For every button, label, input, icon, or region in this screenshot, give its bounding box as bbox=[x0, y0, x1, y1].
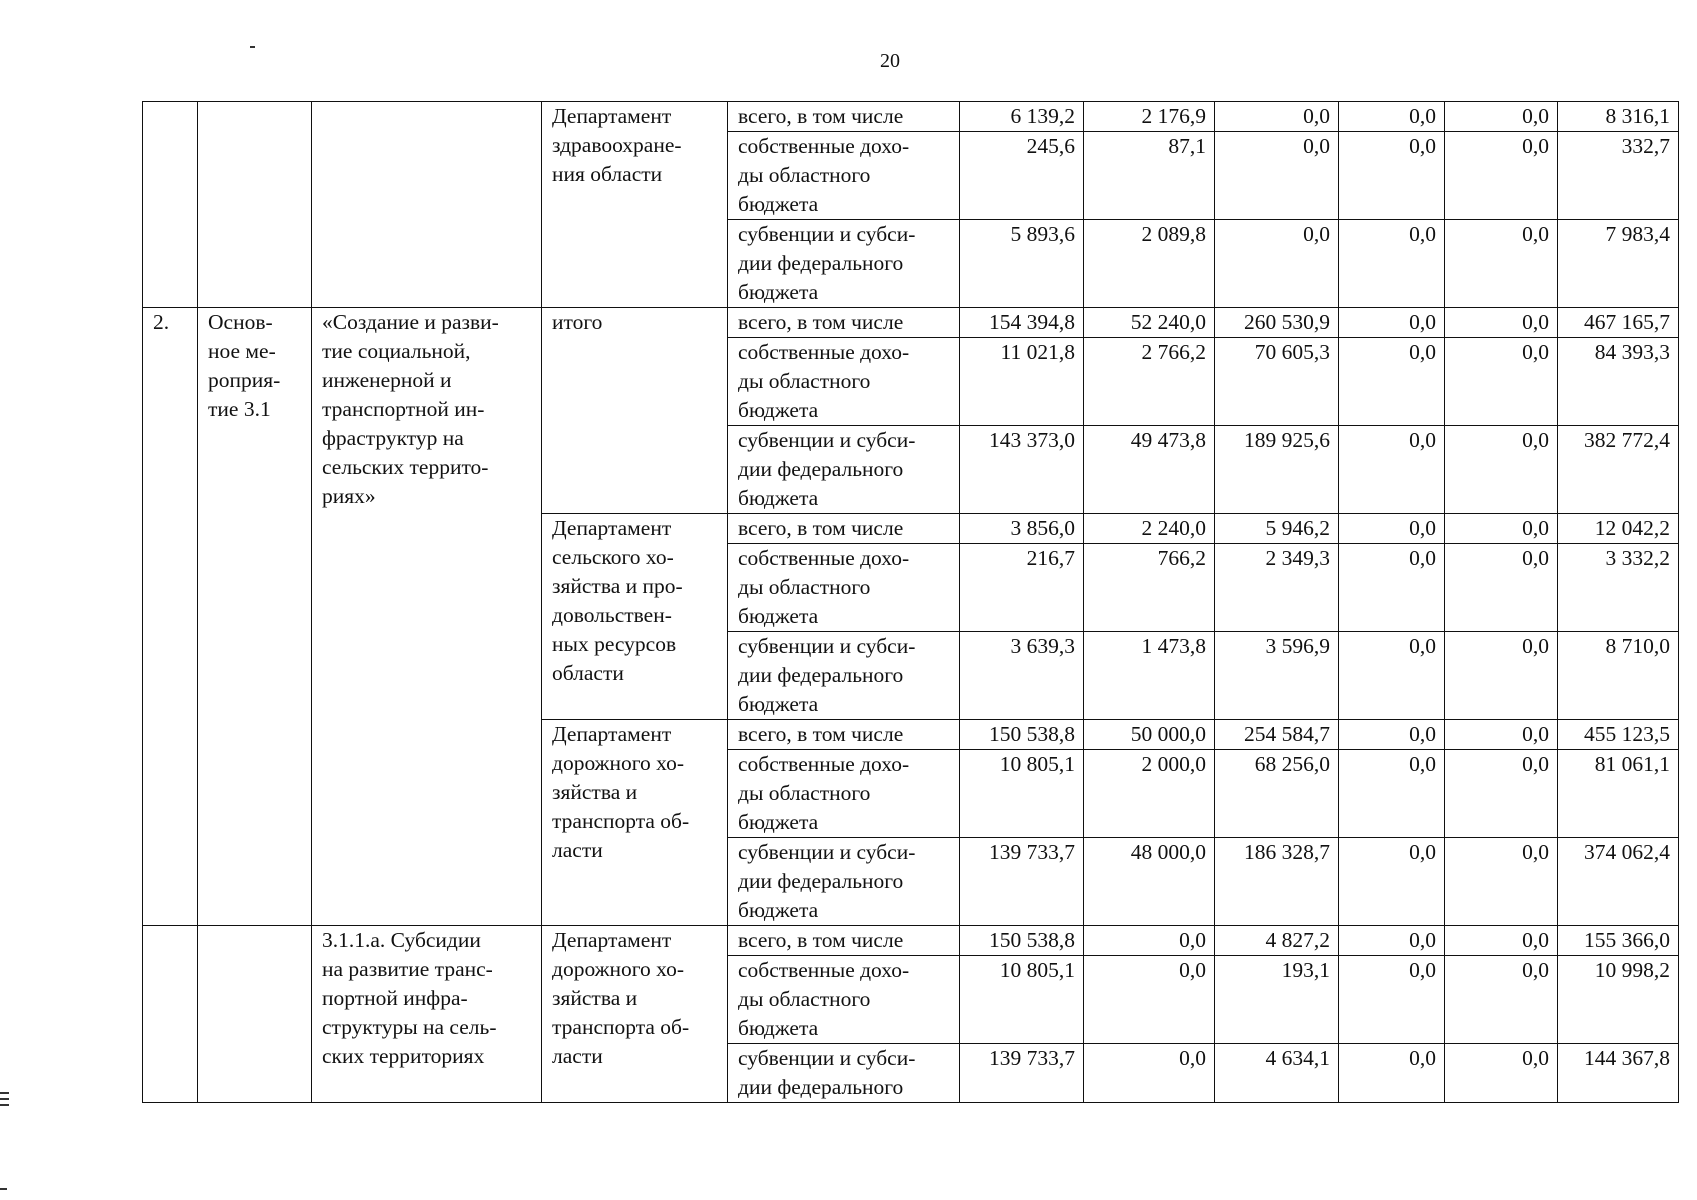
value-cell: 1 473,8 bbox=[1084, 632, 1215, 720]
scan-mark bbox=[250, 46, 255, 48]
funding-source-cell: субвенции и субси- дии федерального бюджета bbox=[728, 426, 960, 514]
value-cell: 193,1 bbox=[1215, 956, 1339, 1044]
funding-source-cell: собственные дохо- ды областного бюджета bbox=[728, 544, 960, 632]
value-cell: 0,0 bbox=[1445, 426, 1558, 514]
value-cell: 0,0 bbox=[1339, 956, 1445, 1044]
financing-table bbox=[142, 101, 1679, 1103]
value-cell: 0,0 bbox=[1445, 956, 1558, 1044]
value-cell: 0,0 bbox=[1339, 750, 1445, 838]
page-number: 20 bbox=[880, 50, 900, 72]
section-type-cell bbox=[198, 102, 312, 308]
value-cell: 0,0 bbox=[1339, 514, 1445, 544]
table-body bbox=[143, 102, 1679, 1103]
section-type-cell bbox=[198, 926, 312, 1103]
value-cell: 0,0 bbox=[1445, 720, 1558, 750]
executor-cell: Департамент дорожного хо- зяйства и транспорта об- ласти bbox=[542, 720, 728, 926]
value-cell: 0,0 bbox=[1445, 102, 1558, 132]
value-cell: 49 473,8 bbox=[1084, 426, 1215, 514]
value-cell: 5 946,2 bbox=[1215, 514, 1339, 544]
value-cell: 0,0 bbox=[1445, 838, 1558, 926]
value-cell: 0,0 bbox=[1215, 220, 1339, 308]
value-cell: 0,0 bbox=[1339, 220, 1445, 308]
value-cell: 189 925,6 bbox=[1215, 426, 1339, 514]
executor-cell: итого bbox=[542, 308, 728, 514]
value-cell: 10 998,2 bbox=[1558, 956, 1679, 1044]
value-cell: 0,0 bbox=[1445, 632, 1558, 720]
section-type-cell: Основ- ное ме- роприя- тие 3.1 bbox=[198, 308, 312, 926]
value-cell: 139 733,7 bbox=[960, 1044, 1084, 1103]
value-cell: 2 766,2 bbox=[1084, 338, 1215, 426]
value-cell: 150 538,8 bbox=[960, 926, 1084, 956]
value-cell: 332,7 bbox=[1558, 132, 1679, 220]
value-cell: 0,0 bbox=[1445, 514, 1558, 544]
value-cell: 245,6 bbox=[960, 132, 1084, 220]
scan-mark bbox=[0, 1104, 9, 1106]
value-cell: 3 639,3 bbox=[960, 632, 1084, 720]
scan-mark bbox=[0, 1098, 9, 1100]
scan-mark bbox=[0, 1092, 9, 1094]
funding-source-cell: всего, в том числе bbox=[728, 720, 960, 750]
financing-table-wrapper bbox=[142, 101, 1678, 1103]
value-cell: 2 240,0 bbox=[1084, 514, 1215, 544]
value-cell: 0,0 bbox=[1339, 102, 1445, 132]
value-cell: 382 772,4 bbox=[1558, 426, 1679, 514]
value-cell: 84 393,3 bbox=[1558, 338, 1679, 426]
value-cell: 4 827,2 bbox=[1215, 926, 1339, 956]
value-cell: 3 856,0 bbox=[960, 514, 1084, 544]
value-cell: 0,0 bbox=[1445, 308, 1558, 338]
funding-source-cell: всего, в том числе bbox=[728, 308, 960, 338]
value-cell: 87,1 bbox=[1084, 132, 1215, 220]
section-name-cell: 3.1.1.а. Субсидии на развитие транс- портной инфра- структуры на сель- ских территориях bbox=[312, 926, 542, 1103]
value-cell: 0,0 bbox=[1339, 720, 1445, 750]
value-cell: 374 062,4 bbox=[1558, 838, 1679, 926]
value-cell: 52 240,0 bbox=[1084, 308, 1215, 338]
value-cell: 0,0 bbox=[1339, 426, 1445, 514]
value-cell: 143 373,0 bbox=[960, 426, 1084, 514]
value-cell: 0,0 bbox=[1445, 338, 1558, 426]
value-cell: 155 366,0 bbox=[1558, 926, 1679, 956]
executor-cell: Департамент сельского хо- зяйства и про- довольствен- ных ресурсов области bbox=[542, 514, 728, 720]
value-cell: 7 983,4 bbox=[1558, 220, 1679, 308]
value-cell: 0,0 bbox=[1445, 544, 1558, 632]
value-cell: 48 000,0 bbox=[1084, 838, 1215, 926]
scan-mark bbox=[0, 1188, 7, 1190]
funding-source-cell: всего, в том числе bbox=[728, 514, 960, 544]
value-cell: 12 042,2 bbox=[1558, 514, 1679, 544]
value-cell: 0,0 bbox=[1445, 132, 1558, 220]
value-cell: 0,0 bbox=[1339, 926, 1445, 956]
funding-source-cell: собственные дохо- ды областного бюджета bbox=[728, 132, 960, 220]
value-cell: 0,0 bbox=[1445, 750, 1558, 838]
value-cell: 6 139,2 bbox=[960, 102, 1084, 132]
section-no-cell: 2. bbox=[143, 308, 198, 926]
value-cell: 260 530,9 bbox=[1215, 308, 1339, 338]
value-cell: 154 394,8 bbox=[960, 308, 1084, 338]
value-cell: 766,2 bbox=[1084, 544, 1215, 632]
value-cell: 150 538,8 bbox=[960, 720, 1084, 750]
funding-source-cell: субвенции и субси- дии федерального бюджета bbox=[728, 220, 960, 308]
value-cell: 0,0 bbox=[1215, 102, 1339, 132]
value-cell: 0,0 bbox=[1339, 338, 1445, 426]
value-cell: 0,0 bbox=[1339, 632, 1445, 720]
value-cell: 0,0 bbox=[1339, 838, 1445, 926]
value-cell: 3 596,9 bbox=[1215, 632, 1339, 720]
section-no-cell bbox=[143, 102, 198, 308]
value-cell: 144 367,8 bbox=[1558, 1044, 1679, 1103]
funding-source-cell: собственные дохо- ды областного бюджета bbox=[728, 956, 960, 1044]
table-row bbox=[143, 926, 1679, 956]
value-cell: 3 332,2 bbox=[1558, 544, 1679, 632]
value-cell: 50 000,0 bbox=[1084, 720, 1215, 750]
funding-source-cell: собственные дохо- ды областного бюджета bbox=[728, 750, 960, 838]
executor-cell: Департамент здравоохране- ния области bbox=[542, 102, 728, 308]
section-name-cell: «Создание и разви- тие социальной, инженерной и транспортной ин- фраструктур на сельских террито- риях» bbox=[312, 308, 542, 926]
value-cell: 2 349,3 bbox=[1215, 544, 1339, 632]
value-cell: 68 256,0 bbox=[1215, 750, 1339, 838]
value-cell: 216,7 bbox=[960, 544, 1084, 632]
value-cell: 254 584,7 bbox=[1215, 720, 1339, 750]
value-cell: 10 805,1 bbox=[960, 750, 1084, 838]
value-cell: 0,0 bbox=[1339, 132, 1445, 220]
value-cell: 0,0 bbox=[1445, 1044, 1558, 1103]
value-cell: 11 021,8 bbox=[960, 338, 1084, 426]
value-cell: 0,0 bbox=[1084, 956, 1215, 1044]
value-cell: 186 328,7 bbox=[1215, 838, 1339, 926]
value-cell: 0,0 bbox=[1445, 926, 1558, 956]
value-cell: 10 805,1 bbox=[960, 956, 1084, 1044]
value-cell: 0,0 bbox=[1339, 308, 1445, 338]
funding-source-cell: собственные дохо- ды областного бюджета bbox=[728, 338, 960, 426]
value-cell: 455 123,5 bbox=[1558, 720, 1679, 750]
value-cell: 0,0 bbox=[1215, 132, 1339, 220]
value-cell: 2 089,8 bbox=[1084, 220, 1215, 308]
value-cell: 4 634,1 bbox=[1215, 1044, 1339, 1103]
table-row bbox=[143, 308, 1679, 338]
value-cell: 2 176,9 bbox=[1084, 102, 1215, 132]
value-cell: 0,0 bbox=[1084, 926, 1215, 956]
section-no-cell bbox=[143, 926, 198, 1103]
table-row bbox=[143, 102, 1679, 132]
value-cell: 0,0 bbox=[1339, 1044, 1445, 1103]
value-cell: 139 733,7 bbox=[960, 838, 1084, 926]
value-cell: 467 165,7 bbox=[1558, 308, 1679, 338]
value-cell: 8 710,0 bbox=[1558, 632, 1679, 720]
value-cell: 70 605,3 bbox=[1215, 338, 1339, 426]
value-cell: 0,0 bbox=[1084, 1044, 1215, 1103]
funding-source-cell: всего, в том числе bbox=[728, 102, 960, 132]
executor-cell: Департамент дорожного хо- зяйства и транспорта об- ласти bbox=[542, 926, 728, 1103]
funding-source-cell: субвенции и субси- дии федерального бюджета bbox=[728, 838, 960, 926]
section-name-cell bbox=[312, 102, 542, 308]
value-cell: 0,0 bbox=[1445, 220, 1558, 308]
value-cell: 0,0 bbox=[1339, 544, 1445, 632]
value-cell: 5 893,6 bbox=[960, 220, 1084, 308]
value-cell: 8 316,1 bbox=[1558, 102, 1679, 132]
value-cell: 81 061,1 bbox=[1558, 750, 1679, 838]
funding-source-cell: субвенции и субси- дии федерального бюджета bbox=[728, 632, 960, 720]
value-cell: 2 000,0 bbox=[1084, 750, 1215, 838]
funding-source-cell: всего, в том числе bbox=[728, 926, 960, 956]
funding-source-cell: субвенции и субси- дии федерального bbox=[728, 1044, 960, 1103]
